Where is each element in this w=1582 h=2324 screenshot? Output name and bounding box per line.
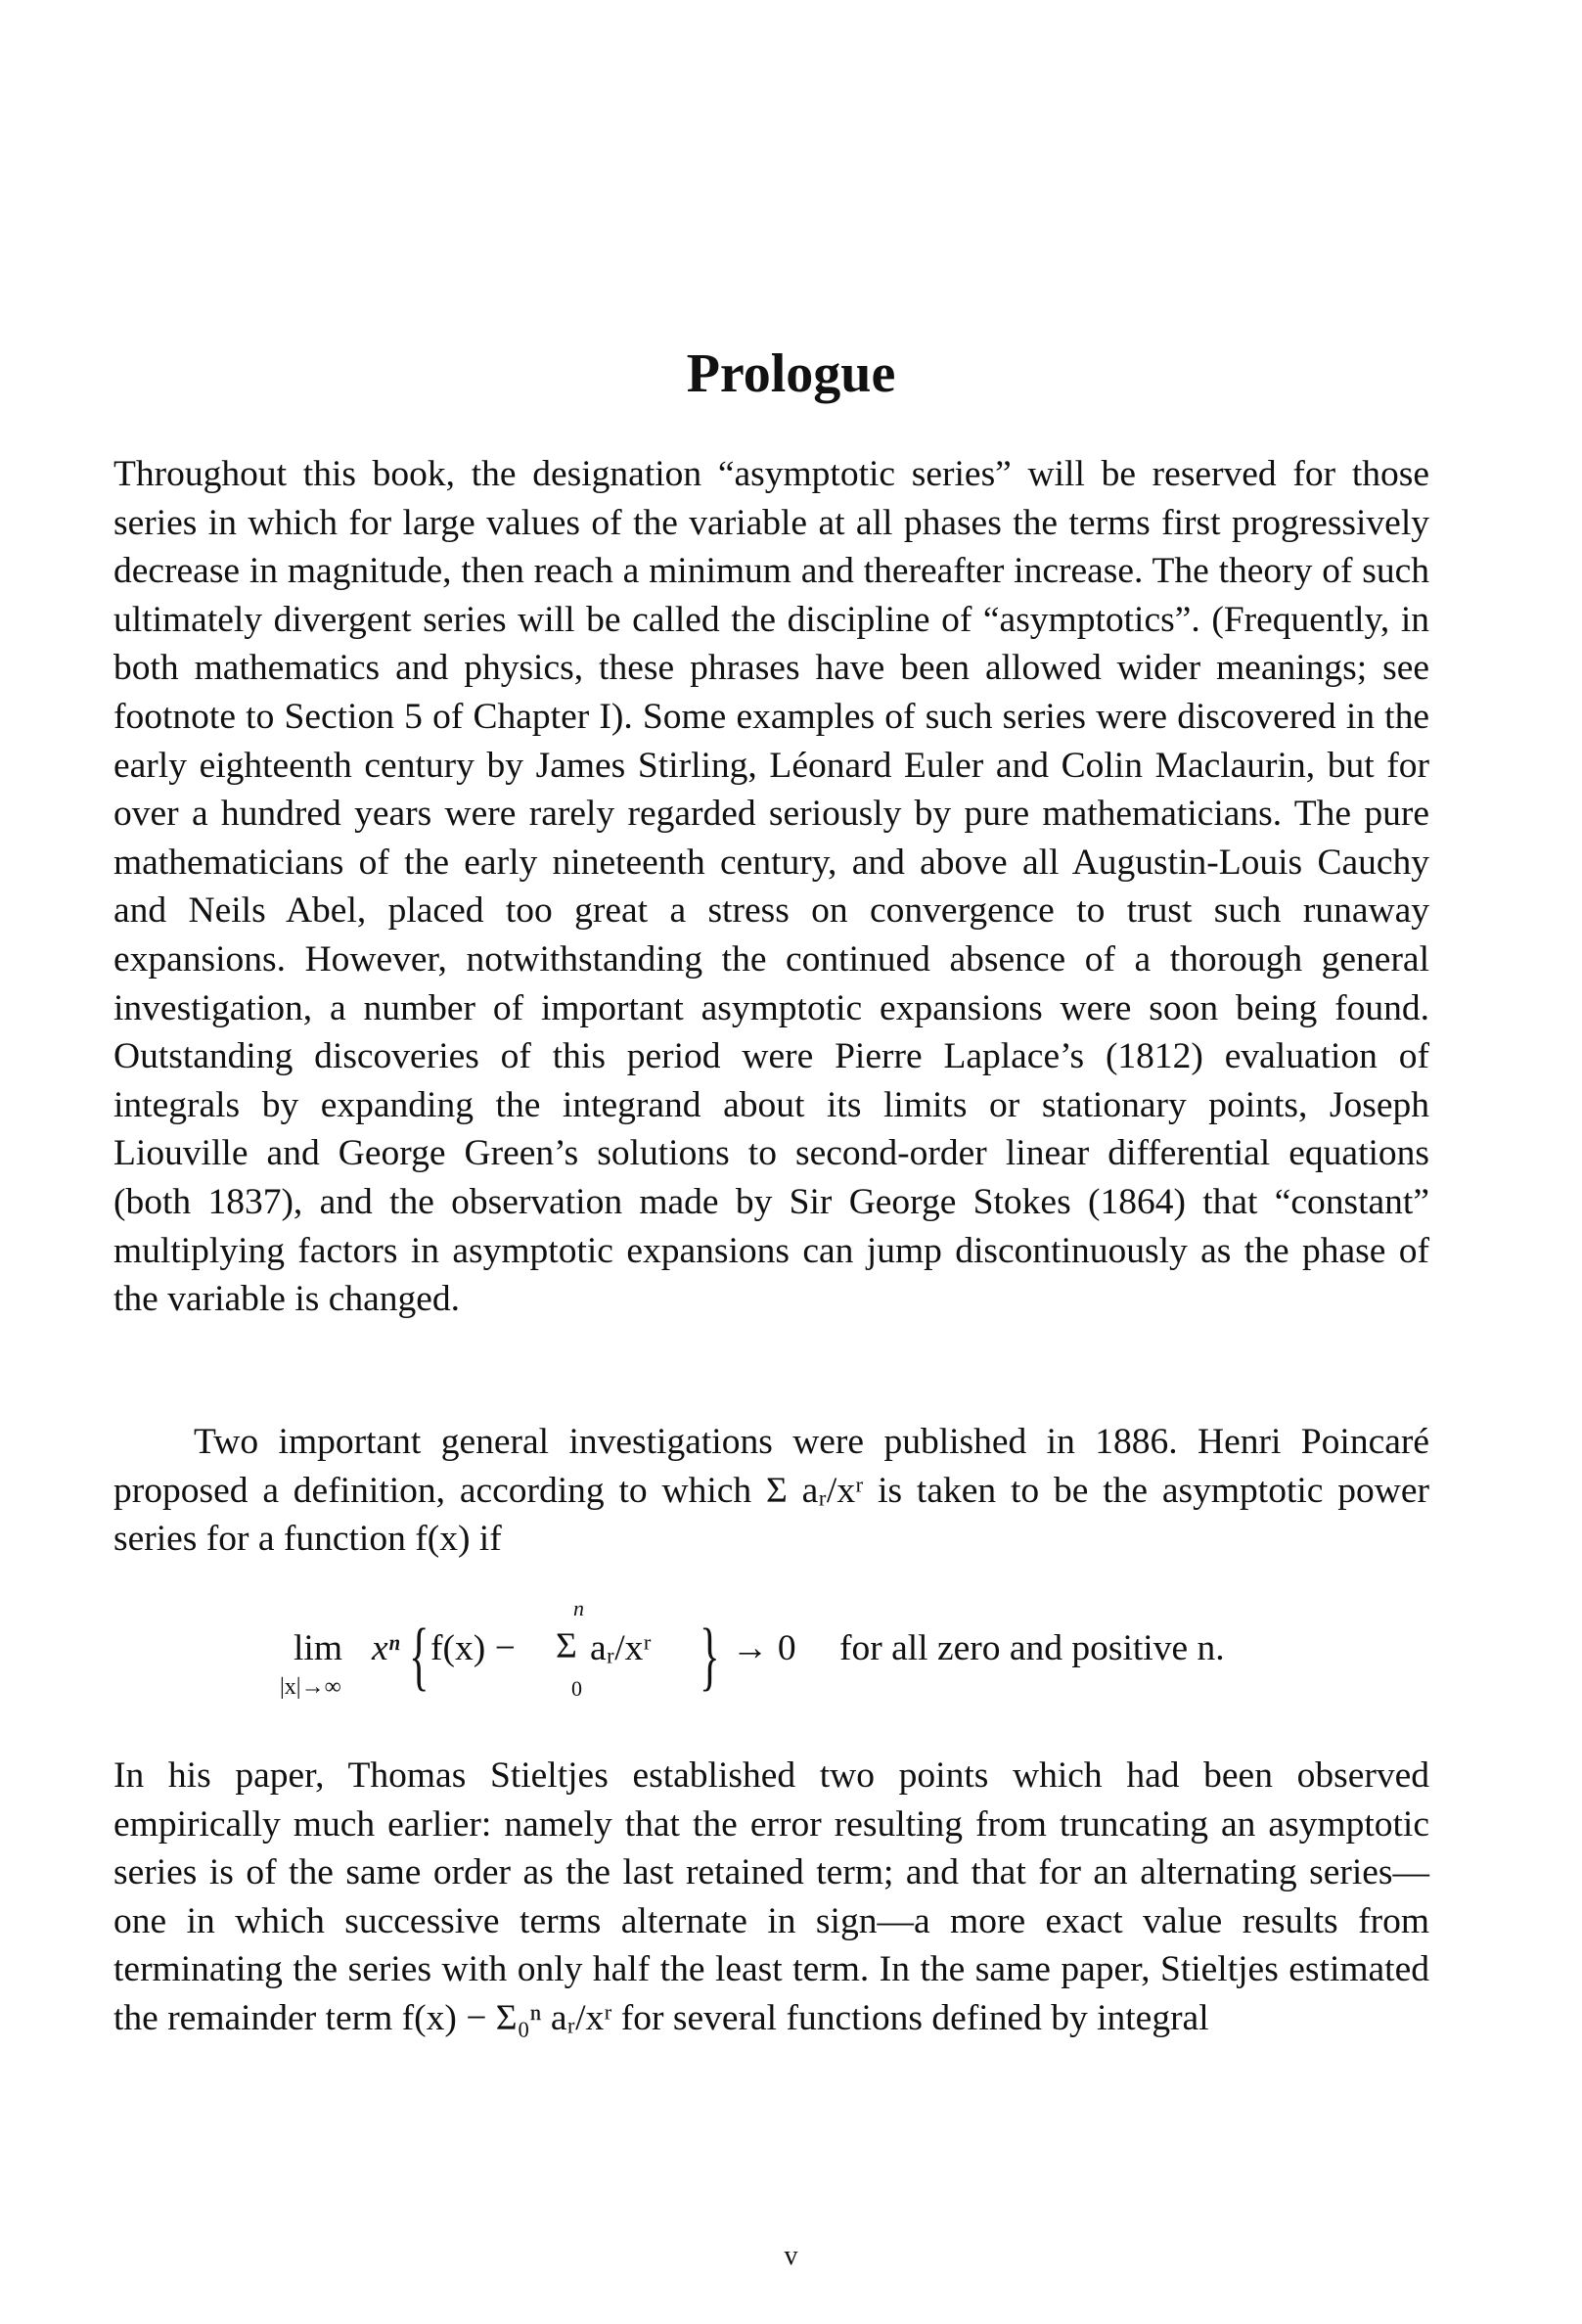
paragraph-3: In his paper, Thomas Stieltjes established two points which had been observed empirically much earlier: namely that the error resulting from truncating an asymptotic series is of the same order as the last retained term; and that for an alternating series—one in which successive terms alternate in sign—a more exact value results from terminating the series with only half the least term. In the same paper, Stieltjes estimated the remainder term f(x) − Σ₀ⁿ aᵣ/xʳ for several functions defined by integral [113,1755,1429,2038]
formula-factor: xⁿ [372,1628,400,1668]
formula-body: f(x) − [430,1628,516,1668]
formula-term: aᵣ/xʳ [590,1628,652,1668]
formula-left-brace: { [409,1613,429,1698]
formula-lim-subscript: |x|→∞ [280,1674,341,1700]
formula-lim: lim [294,1628,343,1668]
paragraph-1: Throughout this book, the designation “asymptotic series” will be reserved for those series in which for large values of the variable at all phases the terms first progressively decrease in magnitude, then reach a minimum and thereafter increase. The theory of such ultimately divergent series will be called the discipline of “asymptotics”. (Frequently, in both mathematics and physics, these phrases have been allowed wider meanings; see footnote to Section 5 of Chapter I). Some examples of such series were discovered in the early eighteenth century by James Stirling, Léonard Euler and Colin Maclaurin, but for over a hundred years were rarely regarded seriously by pure mathematicians. The pure mathematicians of the early nineteenth century, and above all Augustin-Louis Cauchy and Neils Abel, placed too great a stress on convergence to trust such runaway expansions. However, notwithstanding the continued absence of a thorough general investigation, a number of important asymptotic expansions were soon being found. Outstanding discoveries of this period were Pierre Laplace’s (1812) evaluation of integrals by expanding the integrand about its limits or stationary points, Joseph Liouville and George Green’s solutions to second-order linear differential equations (both 1837), and the observation made by Sir George Stokes (1864) that “constant” multiplying factors in asymptotic expansions can jump discontinuously as the phase of the variable is changed. [113,454,1429,1320]
page-number: v [784,2241,798,2271]
formula-condition: for all zero and positive n. [839,1628,1225,1668]
formula-right-brace: } [700,1613,720,1698]
display-formula [280,1596,1370,1708]
formula-sum-symbol: Σ [556,1626,577,1666]
formula-arrow: → 0 [732,1628,796,1668]
formula-sum-lower: 0 [571,1676,582,1701]
paragraph-2: Two important general investigations were published in 1886. Henri Poincaré proposed a definition, according to which Σ aᵣ/xʳ is taken to be the asymptotic power series for a function f(x) if [113,1422,1429,1560]
page-title: Prologue [686,343,896,404]
formula-sum-upper: n [573,1596,584,1620]
